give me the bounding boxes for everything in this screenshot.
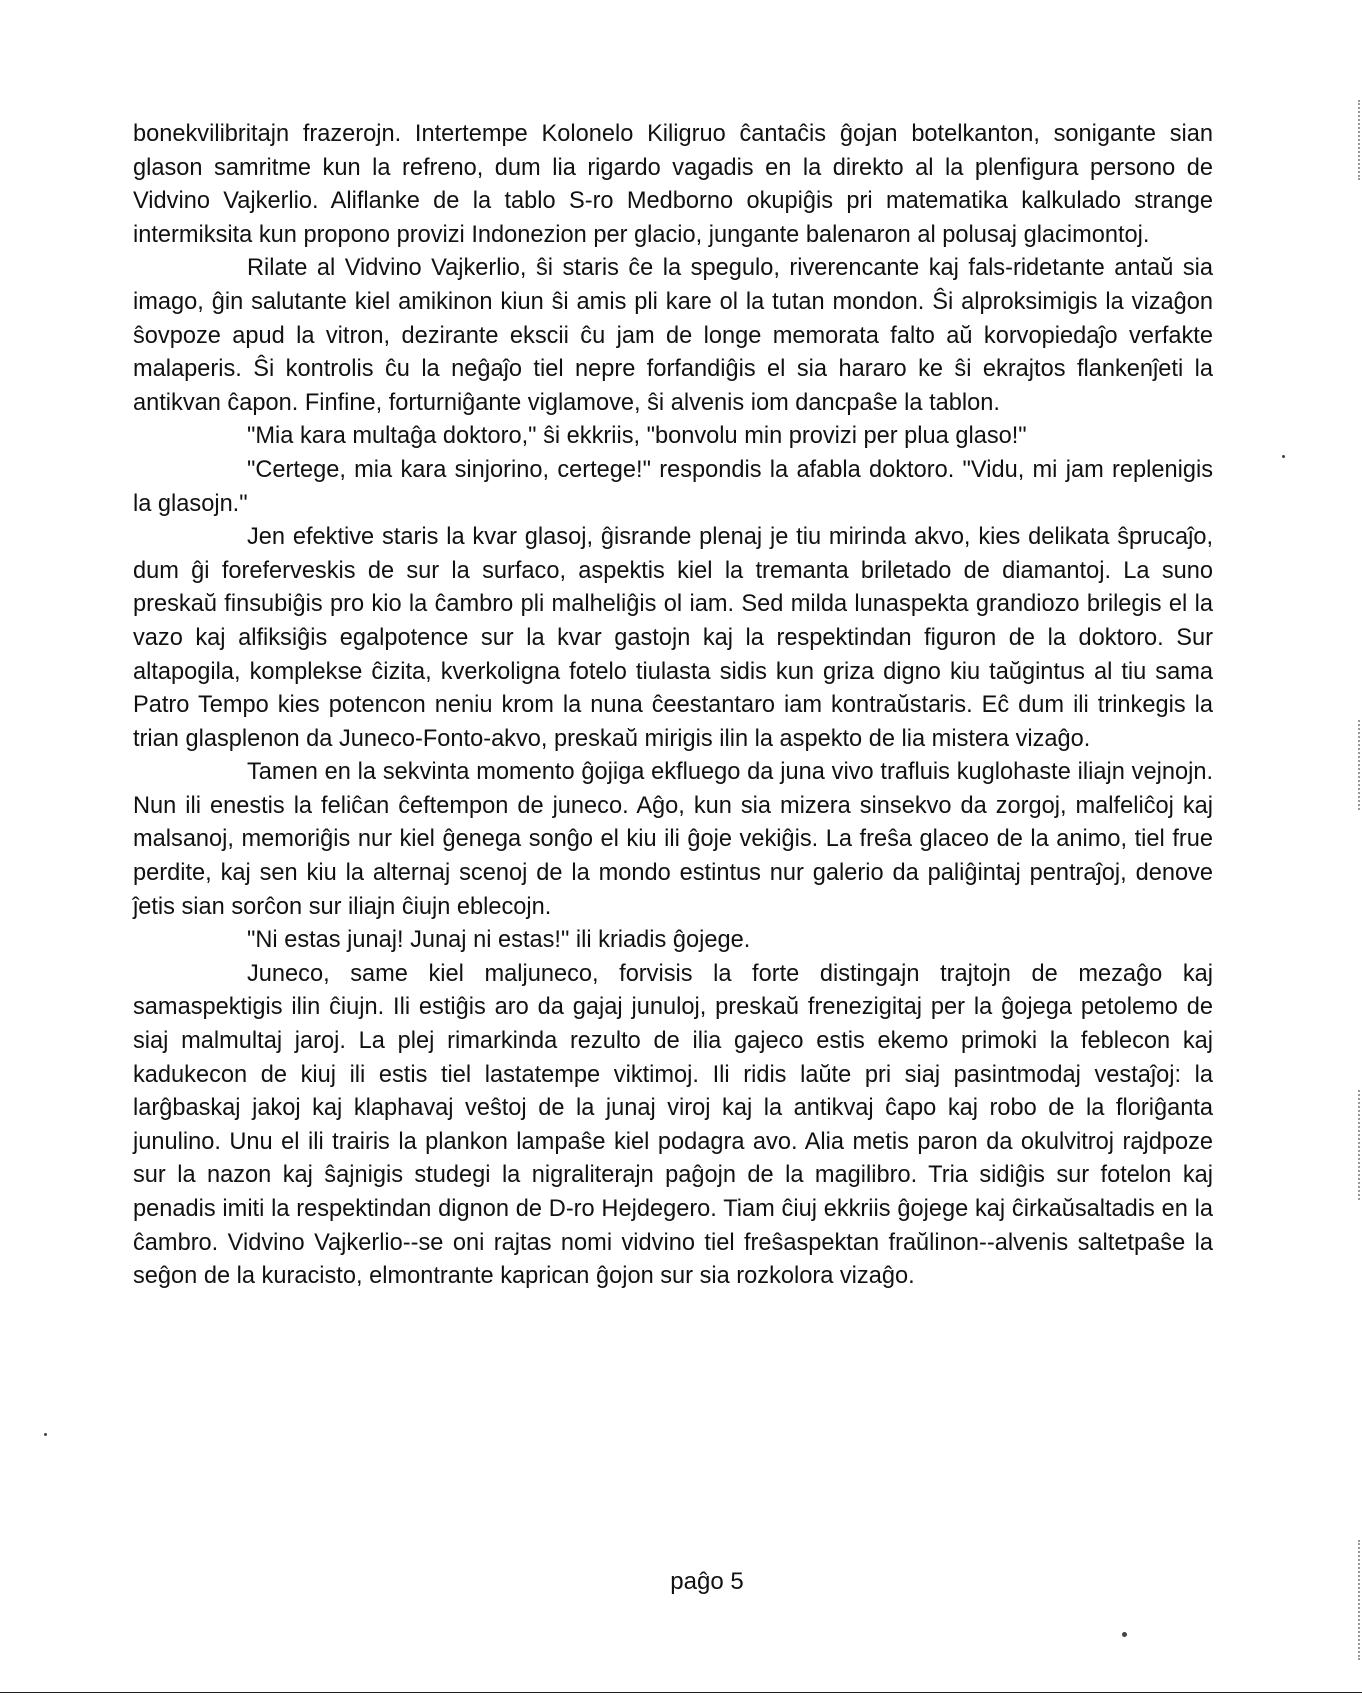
scan-edge-noise [1344, 720, 1360, 810]
paragraph-continuation: bonekvilibritajn frazerojn. Intertempe Kolonelo Kiligruo ĉantaĉis ĝojan botelkanton, sonigante sian glason samritme kun la refreno, dum lia rigardo vagadis en la direkto al la plenfigura persono de Vidvino Vajkerlio. Aliflanke de la tablo S-ro Medborno okupiĝis pri matematika kalkulado strange intermiksita kun propono provizi Indonezion per glacio, jungante balenaron al polusaj glacimontoj. [133, 121, 1213, 248]
page-number: paĝo 5 [670, 1568, 744, 1595]
paragraph-four-glasses: Jen efektive staris la kvar glasoj, ĝisrande plenaj je tiu mirinda akvo, kies delikata ŝprucaĵo, dum ĝi foreferveskis de sur la surfaco, aspektis kiel la tremanta briletado de diamantoj. La suno preskaŭ finsubiĝis pro kio la ĉambro pli malheliĝis ol iam. Sed milda lunaspekta grandiozo brilegis el la vazo kaj alfiksiĝis egalpotence sur la kvar gastojn kaj la respektindan figuron de la doktoro. Sur altapogila, komplekse ĉizita, kverkoligna fotelo tiulasta sidis kun griza digno kiu taŭgintus al tiu sama Patro Tempo kies potencon neniu krom la nuna ĉeestantaro iam kontraŭstaris. Eĉ dum ili trinkegis la trian glasplenon da Juneco-Fonto-akvo, preskaŭ mirigis ilin la aspekto de lia mistera vizaĝo. [133, 524, 1213, 752]
paragraph-widow-mirror: Rilate al Vidvino Vajkerlio, ŝi staris ĉe la spegulo, riverencante kaj fals-ridetante antaŭ sia imago, ĝin salutante kiel amikinon kiun ŝi amis pli kare ol la tutan mondon. Ŝi alproksimigis la vizaĝon ŝovpoze apud la vitron, dezirante ekscii ĉu jam de longe memorata falto aŭ korvopiedaĵo verfakte malaperis. Ŝi kontrolis ĉu la neĝaĵo tiel nepre forfandiĝis el sia hararo ke ŝi ekrajtos flankenĵeti la antikvan ĉapon. Finfine, forturniĝante viglamove, ŝi alvenis iom dancpaŝe la tablon. [133, 255, 1213, 416]
body-text [133, 118, 1213, 1294]
paragraph-widow-request: "Mia kara multaĝa doktoro," ŝi ekkriis, "bonvolu min provizi per plua glaso!" [247, 423, 1027, 450]
scan-edge-noise [1344, 1540, 1360, 1660]
scan-edge-noise [1344, 100, 1360, 180]
scan-speck [1122, 1632, 1127, 1637]
scan-speck [1282, 455, 1285, 458]
paragraph-doctor-reply: "Certege, mia kara sinjorino, certege!" respondis la afabla doktoro. "Vidu, mi jam replenigis la glasojn." [133, 456, 1213, 517]
paragraph-youth-mockery: Juneco, same kiel maljuneco, forvisis la forte distingajn trajtojn de mezaĝo kaj samaspektigis ilin ĉiujn. Ili estiĝis aro da gajaj junuloj, preskaŭ frenezigitaj per la ĝojega petolemo de siaj malmultaj jaroj. La plej rimarkinda rezulto de ilia gajeco estis ekemo primoki la feblecon kaj kadukecon de kiuj ili estis tiel lastatempe viktimoj. Ili ridis laŭte pri siaj pasintmodaj vestaĵoj: la larĝbaskaj jakoj kaj klaphavaj veŝtoj de la junaj viroj kaj la antikvaj ĉapo kaj robo de la floriĝanta junulino. Unu el ili trairis la plankon lampaŝe kiel podagra avo. Alia metis paron da okulvitroj rajdpoze sur la nazon kaj ŝajnigis studegi la nigraliterajn paĝojn de la magilibro. Tria sidiĝis sur fotelon kaj penadis imiti la respektindan dignon de D-ro Hejdegero. Tiam ĉiuj ekkriis ĝojege kaj ĉirkaŭsaltadis en la ĉambro. Vidvino Vajkerlio--se oni rajtas nomi vidvino tiel freŝaspektan fraŭlinon--alvenis saltetpaŝe la seĝon de la kuracisto, elmontrante kaprican ĝojon sur sia rozkolora vizaĝo. [133, 960, 1213, 1290]
scan-bottom-edge [0, 1692, 1362, 1693]
scan-speck [44, 1433, 47, 1436]
paragraph-youth-returns: Tamen en la sekvinta momento ĝojiga ekfluego da juna vivo trafluis kuglohaste iliajn vejnojn. Nun ili enestis la feliĉan ĉeftempon de juneco. Aĝo, kun sia mizera sinsekvo da zorgoj, malfeliĉoj kaj malsanoj, memoriĝis nur kiel ĝenega sonĝo el kiu ili ĝoje vekiĝis. La freŝa glaceo de la animo, tiel frue perdite, kaj sen kiu la alternaj scenoj de la mondo estintus nur galerio da paliĝintaj pentraĵoj, denove ĵetis sian sorĉon sur iliajn ĉiujn eblecojn. [133, 759, 1213, 920]
paragraph-we-are-young: "Ni estas junaj! Junaj ni estas!" ili kriadis ĝojege. [247, 927, 751, 954]
scan-edge-noise [1344, 1090, 1360, 1200]
